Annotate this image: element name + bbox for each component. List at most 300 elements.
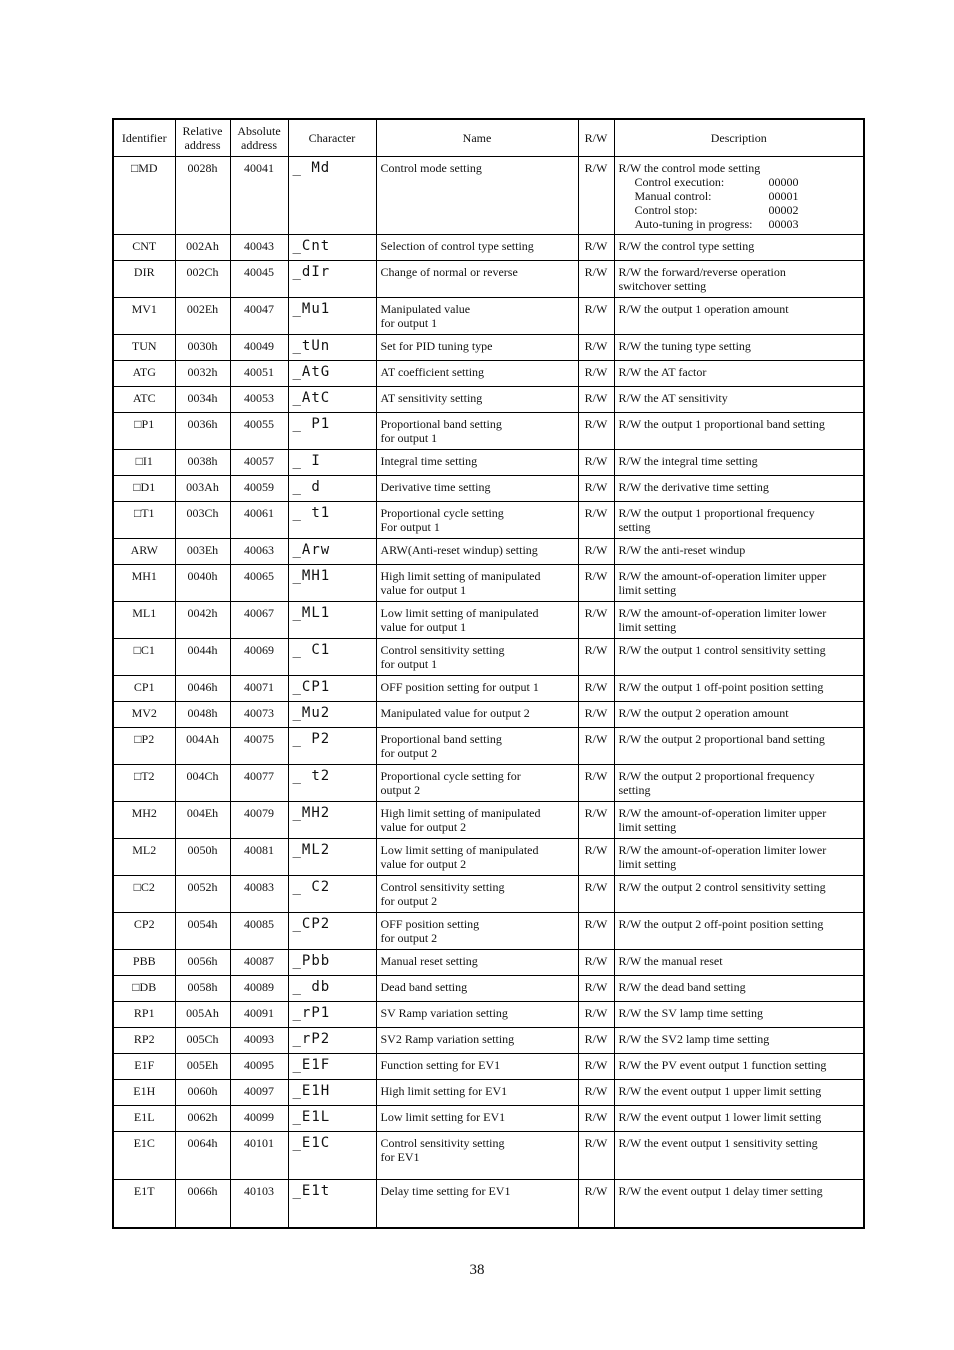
header-description: Description — [614, 119, 864, 157]
relative-address-text: 0066h — [187, 1184, 218, 1198]
rw-cell — [578, 387, 614, 413]
name-cell — [376, 387, 578, 413]
description-text: R/W the amount-of-operation limiter lower limit setting — [618, 843, 827, 871]
name-text: OFF position setting for output 1 — [380, 680, 539, 694]
rw-text: R/W — [584, 543, 608, 557]
relative-address-cell — [175, 1028, 230, 1054]
relative-address-text: 0044h — [187, 643, 218, 657]
character-text: _Cnt — [292, 238, 331, 254]
character-cell — [288, 728, 376, 765]
description-text: R/W the SV2 lamp time setting — [618, 1032, 770, 1046]
relative-address-text: 004Eh — [186, 806, 219, 820]
description-cell — [614, 976, 864, 1002]
character-cell — [288, 1080, 376, 1106]
table-row — [113, 702, 864, 728]
table-row — [113, 1080, 864, 1106]
absolute-address-cell — [230, 1028, 288, 1054]
identifier-cell — [113, 476, 175, 502]
name-cell — [376, 1180, 578, 1228]
name-text: Derivative time setting — [380, 480, 491, 494]
character-cell — [288, 450, 376, 476]
name-cell — [376, 450, 578, 476]
identifier-cell — [113, 539, 175, 565]
character-text: _CP1 — [292, 679, 331, 695]
description-text: R/W the output 2 off-point position setting — [618, 917, 824, 931]
mode-label: Manual control: — [634, 189, 712, 203]
absolute-address-text: 40099 — [244, 1110, 274, 1124]
absolute-address-text: 40061 — [244, 506, 274, 520]
absolute-address-text: 40089 — [244, 980, 274, 994]
absolute-address-text: 40063 — [244, 543, 274, 557]
name-cell — [376, 913, 578, 950]
identifier-text: ATG — [132, 365, 156, 379]
character-cell — [288, 1028, 376, 1054]
character-text: _E1H — [292, 1083, 331, 1099]
rw-text: R/W — [584, 769, 608, 783]
absolute-address-text: 40045 — [244, 265, 274, 279]
name-cell — [376, 765, 578, 802]
character-cell — [288, 565, 376, 602]
relative-address-text: 002Eh — [186, 302, 219, 316]
description-text: R/W the output 2 operation amount — [618, 706, 789, 720]
relative-address-cell — [175, 335, 230, 361]
relative-address-cell — [175, 539, 230, 565]
table-row — [113, 765, 864, 802]
character-text: _ C2 — [292, 879, 331, 895]
rw-text: R/W — [584, 339, 608, 353]
character-cell — [288, 235, 376, 261]
description-cell — [614, 235, 864, 261]
character-cell — [288, 976, 376, 1002]
description-cell — [614, 876, 864, 913]
identifier-text: ML2 — [132, 843, 157, 857]
mode-label: Control execution: — [634, 175, 725, 189]
table-row — [113, 539, 864, 565]
absolute-address-cell — [230, 676, 288, 702]
character-text: _E1t — [292, 1183, 331, 1199]
name-text: Delay time setting for EV1 — [380, 1184, 511, 1198]
absolute-address-cell — [230, 502, 288, 539]
rw-text: R/W — [584, 454, 608, 468]
relative-address-text: 0032h — [187, 365, 218, 379]
character-text: _ P2 — [292, 731, 331, 747]
identifier-cell — [113, 157, 175, 235]
rw-cell — [578, 335, 614, 361]
character-cell — [288, 261, 376, 298]
absolute-address-text: 40079 — [244, 806, 274, 820]
mode-value: 00001 — [768, 189, 799, 203]
relative-address-text: 0056h — [187, 954, 218, 968]
description-text: R/W the output 2 proportional band setting — [618, 732, 825, 746]
rw-cell — [578, 1054, 614, 1080]
table-row — [113, 413, 864, 450]
absolute-address-text: 40075 — [244, 732, 274, 746]
name-cell — [376, 950, 578, 976]
description-cell — [614, 602, 864, 639]
absolute-address-text: 40065 — [244, 569, 274, 583]
header-identifier: Identifier — [113, 119, 175, 157]
name-text: Low limit setting of manipulated value for output 1 — [380, 606, 539, 634]
character-cell — [288, 387, 376, 413]
relative-address-text: 004Ah — [186, 732, 219, 746]
character-cell — [288, 539, 376, 565]
table-row — [113, 913, 864, 950]
absolute-address-cell — [230, 702, 288, 728]
identifier-cell — [113, 1132, 175, 1180]
character-cell — [288, 413, 376, 450]
absolute-address-text: 40101 — [244, 1136, 274, 1150]
relative-address-text: 0038h — [187, 454, 218, 468]
description-text: R/W the event output 1 lower limit setting — [618, 1110, 822, 1124]
name-text: Manipulated value for output 1 — [380, 302, 471, 330]
rw-text: R/W — [584, 954, 608, 968]
identifier-cell — [113, 261, 175, 298]
rw-text: R/W — [584, 506, 608, 520]
description-text: R/W the PV event output 1 function setting — [618, 1058, 827, 1072]
identifier-text: E1C — [133, 1136, 155, 1150]
description-cell — [614, 1054, 864, 1080]
relative-address-cell — [175, 413, 230, 450]
rw-text: R/W — [584, 391, 608, 405]
mode-value-line — [619, 175, 860, 189]
header-character: Character — [288, 119, 376, 157]
character-text: _ C1 — [292, 642, 331, 658]
relative-address-text: 0034h — [187, 391, 218, 405]
rw-text: R/W — [584, 732, 608, 746]
identifier-cell — [113, 502, 175, 539]
rw-text: R/W — [584, 302, 608, 316]
description-cell — [614, 1080, 864, 1106]
mode-value: 00002 — [768, 203, 799, 217]
character-cell — [288, 1054, 376, 1080]
name-cell — [376, 839, 578, 876]
character-text: _tUn — [292, 338, 331, 354]
rw-text: R/W — [584, 239, 608, 253]
identifier-text: RP2 — [133, 1032, 155, 1046]
description-text: R/W the tuning type setting — [618, 339, 751, 353]
name-cell — [376, 802, 578, 839]
absolute-address-cell — [230, 261, 288, 298]
name-text: Proportional cycle setting For output 1 — [380, 506, 504, 534]
description-cell — [614, 765, 864, 802]
relative-address-cell — [175, 950, 230, 976]
identifier-cell — [113, 1028, 175, 1054]
description-text: R/W the output 1 proportional band setting — [618, 417, 825, 431]
identifier-text: □T2 — [133, 769, 155, 783]
identifier-text: E1T — [133, 1184, 155, 1198]
relative-address-text: 0064h — [187, 1136, 218, 1150]
description-text: R/W the integral time setting — [618, 454, 758, 468]
absolute-address-cell — [230, 1054, 288, 1080]
relative-address-cell — [175, 157, 230, 235]
description-text: R/W the control type setting — [618, 239, 755, 253]
description-text: R/W the SV lamp time setting — [618, 1006, 764, 1020]
character-cell — [288, 502, 376, 539]
identifier-cell — [113, 387, 175, 413]
absolute-address-cell — [230, 602, 288, 639]
absolute-address-cell — [230, 335, 288, 361]
name-cell — [376, 1054, 578, 1080]
identifier-cell — [113, 676, 175, 702]
identifier-cell — [113, 565, 175, 602]
description-text: R/W the output 2 proportional frequency setting — [618, 769, 815, 797]
relative-address-cell — [175, 1054, 230, 1080]
description-cell — [614, 450, 864, 476]
character-cell — [288, 639, 376, 676]
description-cell — [614, 950, 864, 976]
relative-address-cell — [175, 976, 230, 1002]
description-cell — [614, 157, 864, 235]
character-text: _MH2 — [292, 805, 331, 821]
relative-address-text: 005Eh — [186, 1058, 219, 1072]
relative-address-text: 004Ch — [186, 769, 219, 783]
table-row — [113, 839, 864, 876]
rw-text: R/W — [584, 1084, 608, 1098]
mode-label: Control stop: — [634, 203, 698, 217]
table-row — [113, 387, 864, 413]
absolute-address-text: 40087 — [244, 954, 274, 968]
description-cell — [614, 639, 864, 676]
name-text: Set for PID tuning type — [380, 339, 493, 353]
identifier-cell — [113, 1180, 175, 1228]
character-cell — [288, 298, 376, 335]
description-cell — [614, 413, 864, 450]
character-cell — [288, 335, 376, 361]
absolute-address-text: 40083 — [244, 880, 274, 894]
table-row — [113, 1054, 864, 1080]
relative-address-text: 0036h — [187, 417, 218, 431]
rw-text: R/W — [584, 917, 608, 931]
table-row — [113, 565, 864, 602]
name-text: Control mode setting — [380, 161, 482, 175]
relative-address-text: 002Ah — [186, 239, 219, 253]
character-text: _ML2 — [292, 842, 331, 858]
description-text: R/W the amount-of-operation limiter upper limit setting — [618, 806, 827, 834]
relative-address-text: 003Ch — [186, 506, 219, 520]
absolute-address-cell — [230, 157, 288, 235]
rw-cell — [578, 702, 614, 728]
relative-address-cell — [175, 876, 230, 913]
relative-address-cell — [175, 361, 230, 387]
mode-value-line — [619, 203, 860, 217]
character-cell — [288, 361, 376, 387]
absolute-address-cell — [230, 1106, 288, 1132]
identifier-cell — [113, 765, 175, 802]
table-row — [113, 261, 864, 298]
description-cell — [614, 1132, 864, 1180]
absolute-address-text: 40057 — [244, 454, 274, 468]
relative-address-cell — [175, 1002, 230, 1028]
character-text: _Mu1 — [292, 301, 331, 317]
rw-text: R/W — [584, 880, 608, 894]
rw-cell — [578, 950, 614, 976]
character-text: _Mu2 — [292, 705, 331, 721]
character-cell — [288, 476, 376, 502]
rw-text: R/W — [584, 706, 608, 720]
relative-address-cell — [175, 728, 230, 765]
rw-text: R/W — [584, 980, 608, 994]
table-row — [113, 1132, 864, 1180]
name-cell — [376, 413, 578, 450]
character-cell — [288, 839, 376, 876]
absolute-address-cell — [230, 1080, 288, 1106]
rw-text: R/W — [584, 1006, 608, 1020]
name-cell — [376, 335, 578, 361]
header-relative-address: Relative address — [175, 119, 230, 157]
relative-address-cell — [175, 839, 230, 876]
rw-text: R/W — [584, 1032, 608, 1046]
relative-address-cell — [175, 261, 230, 298]
rw-cell — [578, 565, 614, 602]
character-text: _Arw — [292, 542, 331, 558]
identifier-text: MV2 — [131, 706, 157, 720]
rw-cell — [578, 913, 614, 950]
identifier-text: □T1 — [133, 506, 155, 520]
name-cell — [376, 639, 578, 676]
description-text: R/W the control mode setting — [618, 161, 761, 175]
character-text: _AtG — [292, 364, 331, 380]
identifier-text: TUN — [131, 339, 157, 353]
description-text: R/W the output 1 off-point position setting — [618, 680, 824, 694]
relative-address-text: 0042h — [187, 606, 218, 620]
identifier-cell — [113, 702, 175, 728]
name-text: Change of normal or reverse — [380, 265, 518, 279]
description-text: R/W the manual reset — [618, 954, 723, 968]
absolute-address-text: 40091 — [244, 1006, 274, 1020]
identifier-cell — [113, 450, 175, 476]
identifier-text: E1H — [133, 1084, 156, 1098]
rw-text: R/W — [584, 1136, 608, 1150]
rw-cell — [578, 876, 614, 913]
identifier-text: □D1 — [133, 480, 156, 494]
absolute-address-cell — [230, 235, 288, 261]
description-cell — [614, 913, 864, 950]
absolute-address-cell — [230, 802, 288, 839]
identifier-text: □C2 — [133, 880, 155, 894]
identifier-text: □C1 — [133, 643, 155, 657]
rw-cell — [578, 728, 614, 765]
name-text: Proportional cycle setting for output 2 — [380, 769, 521, 797]
rw-cell — [578, 1002, 614, 1028]
character-cell — [288, 676, 376, 702]
name-text: Manipulated value for output 2 — [380, 706, 530, 720]
absolute-address-cell — [230, 839, 288, 876]
name-text: Function setting for EV1 — [380, 1058, 501, 1072]
absolute-address-text: 40049 — [244, 339, 274, 353]
relative-address-text: 0052h — [187, 880, 218, 894]
identifier-text: CP1 — [133, 680, 155, 694]
absolute-address-cell — [230, 976, 288, 1002]
mode-value: 00003 — [768, 217, 799, 231]
description-text: R/W the output 1 control sensitivity setting — [618, 643, 826, 657]
description-text: R/W the AT factor — [618, 365, 707, 379]
absolute-address-cell — [230, 361, 288, 387]
identifier-cell — [113, 1106, 175, 1132]
name-text: OFF position setting for output 2 — [380, 917, 480, 945]
relative-address-text: 0040h — [187, 569, 218, 583]
relative-address-cell — [175, 476, 230, 502]
name-text: High limit setting of manipulated value for output 2 — [380, 806, 541, 834]
relative-address-text: 0046h — [187, 680, 218, 694]
description-cell — [614, 728, 864, 765]
relative-address-text: 0050h — [187, 843, 218, 857]
name-cell — [376, 565, 578, 602]
table-row — [113, 335, 864, 361]
name-text: Proportional band setting for output 2 — [380, 732, 502, 760]
rw-cell — [578, 502, 614, 539]
relative-address-cell — [175, 387, 230, 413]
absolute-address-text: 40097 — [244, 1084, 274, 1098]
character-text: _AtC — [292, 390, 331, 406]
identifier-text: RP1 — [133, 1006, 155, 1020]
absolute-address-text: 40073 — [244, 706, 274, 720]
rw-cell — [578, 1080, 614, 1106]
name-cell — [376, 1002, 578, 1028]
rw-cell — [578, 476, 614, 502]
absolute-address-cell — [230, 298, 288, 335]
rw-text: R/W — [584, 643, 608, 657]
name-cell — [376, 876, 578, 913]
rw-text: R/W — [584, 161, 608, 175]
identifier-cell — [113, 1080, 175, 1106]
rw-cell — [578, 1180, 614, 1228]
relative-address-cell — [175, 1132, 230, 1180]
identifier-cell — [113, 639, 175, 676]
absolute-address-cell — [230, 387, 288, 413]
relative-address-text: 005Ah — [186, 1006, 219, 1020]
name-text: Integral time setting — [380, 454, 478, 468]
absolute-address-cell — [230, 1132, 288, 1180]
table-row — [113, 1180, 864, 1228]
description-text: R/W the event output 1 sensitivity setting — [618, 1136, 818, 1150]
relative-address-text: 0054h — [187, 917, 218, 931]
description-cell — [614, 1002, 864, 1028]
rw-cell — [578, 413, 614, 450]
absolute-address-text: 40053 — [244, 391, 274, 405]
description-text: R/W the anti-reset windup — [618, 543, 746, 557]
description-text: R/W the output 2 control sensitivity setting — [618, 880, 826, 894]
absolute-address-text: 40047 — [244, 302, 274, 316]
name-cell — [376, 157, 578, 235]
character-text: _E1C — [292, 1135, 331, 1151]
rw-cell — [578, 839, 614, 876]
name-text: Low limit setting for EV1 — [380, 1110, 506, 1124]
identifier-text: CP2 — [133, 917, 155, 931]
absolute-address-text: 40067 — [244, 606, 274, 620]
table-row — [113, 502, 864, 539]
absolute-address-text: 40059 — [244, 480, 274, 494]
character-text: _ d — [292, 479, 321, 495]
rw-cell — [578, 639, 614, 676]
identifier-cell — [113, 1002, 175, 1028]
name-cell — [376, 235, 578, 261]
character-text: _ t2 — [292, 768, 331, 784]
page-number: 38 — [469, 1262, 485, 1278]
character-text: _rP2 — [292, 1031, 331, 1047]
identifier-text: MV1 — [131, 302, 157, 316]
description-cell — [614, 1106, 864, 1132]
absolute-address-text: 40069 — [244, 643, 274, 657]
name-cell — [376, 261, 578, 298]
relative-address-cell — [175, 1106, 230, 1132]
name-text: Control sensitivity setting for EV1 — [380, 1136, 505, 1164]
mode-value-line — [619, 189, 860, 203]
character-text: _E1L — [292, 1109, 331, 1125]
name-text: Dead band setting — [380, 980, 468, 994]
identifier-text: MH2 — [131, 806, 157, 820]
relative-address-cell — [175, 235, 230, 261]
rw-text: R/W — [584, 1110, 608, 1124]
